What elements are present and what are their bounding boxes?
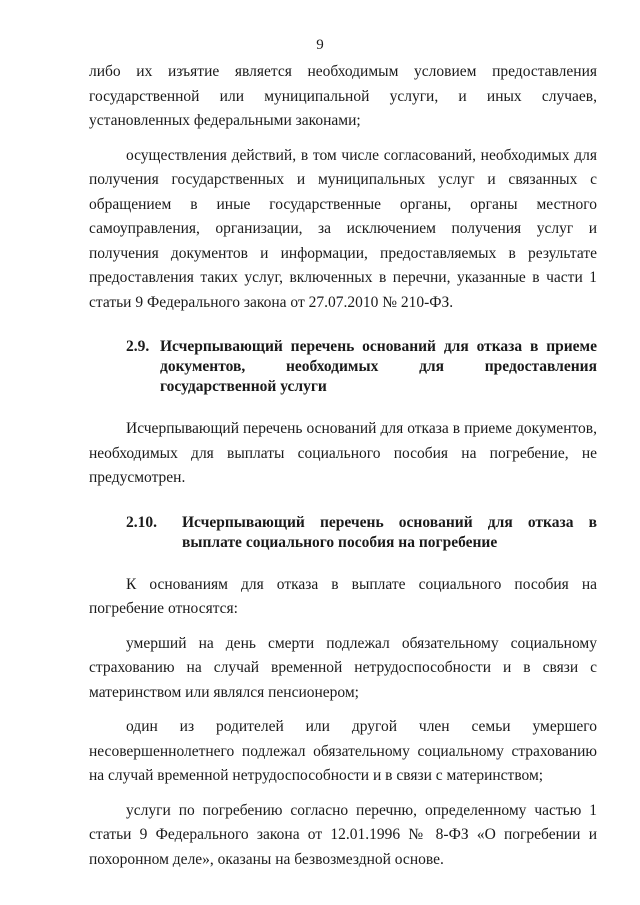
paragraph: либо их изъятие является необходимым условием предоставления государственной или муниципальной услуги, и иных случаев, установленных федеральными законами; <box>89 63 597 129</box>
paragraph: умерший на день смерти подлежал обязательному социальному страхованию на случай временной нетрудоспособности и в связи с материнством или являлся пенсионером; <box>89 634 597 701</box>
section-number: 2.9. <box>126 338 150 355</box>
section-title: Исчерпывающий перечень оснований для отказа в выплате социального пособия на погребение <box>182 513 597 551</box>
section-title: Исчерпывающий перечень оснований для отказа в приеме документов, необходимых для предоставления государственной услуги <box>160 338 597 395</box>
section-heading-2-10 <box>89 513 597 553</box>
page-number: 9 <box>316 37 324 53</box>
paragraph: К основаниям для отказа в выплате социального пособия на погребение относятся: <box>89 575 597 617</box>
section-number: 2.10. <box>126 513 157 531</box>
paragraph: услуги по погребению согласно перечню, определенному частью 1 статьи 9 Федерального закона от 12.01.1996 № 8-ФЗ «О погребении и похоронном деле», оказаны на безвозмездной основе. <box>89 801 597 868</box>
paragraph: один из родителей или другой член семьи умершего несовершеннолетнего подлежал обязательному социальному страхованию на случай временной нетрудоспособности и в связи с материнством; <box>89 718 597 784</box>
section-heading-2-9 <box>89 337 597 397</box>
paragraph: Исчерпывающий перечень оснований для отказа в приеме документов, необходимых для выплаты социального пособия на погребение, не предусмотрен. <box>89 420 597 486</box>
paragraph: осуществления действий, в том числе согласований, необходимых для получения государственных и муниципальных услуг и связанных с обращением в иные государственные органы, органы местного самоуправления, организации, за исключением получения услуг и получения документов и информации, предоставляемых в результате предоставления таких услуг, включенных в перечни, указанные в части 1 статьи 9 Федерального закона от 27.07.2010 № 210-ФЗ. <box>89 146 597 311</box>
document-body <box>89 60 597 872</box>
